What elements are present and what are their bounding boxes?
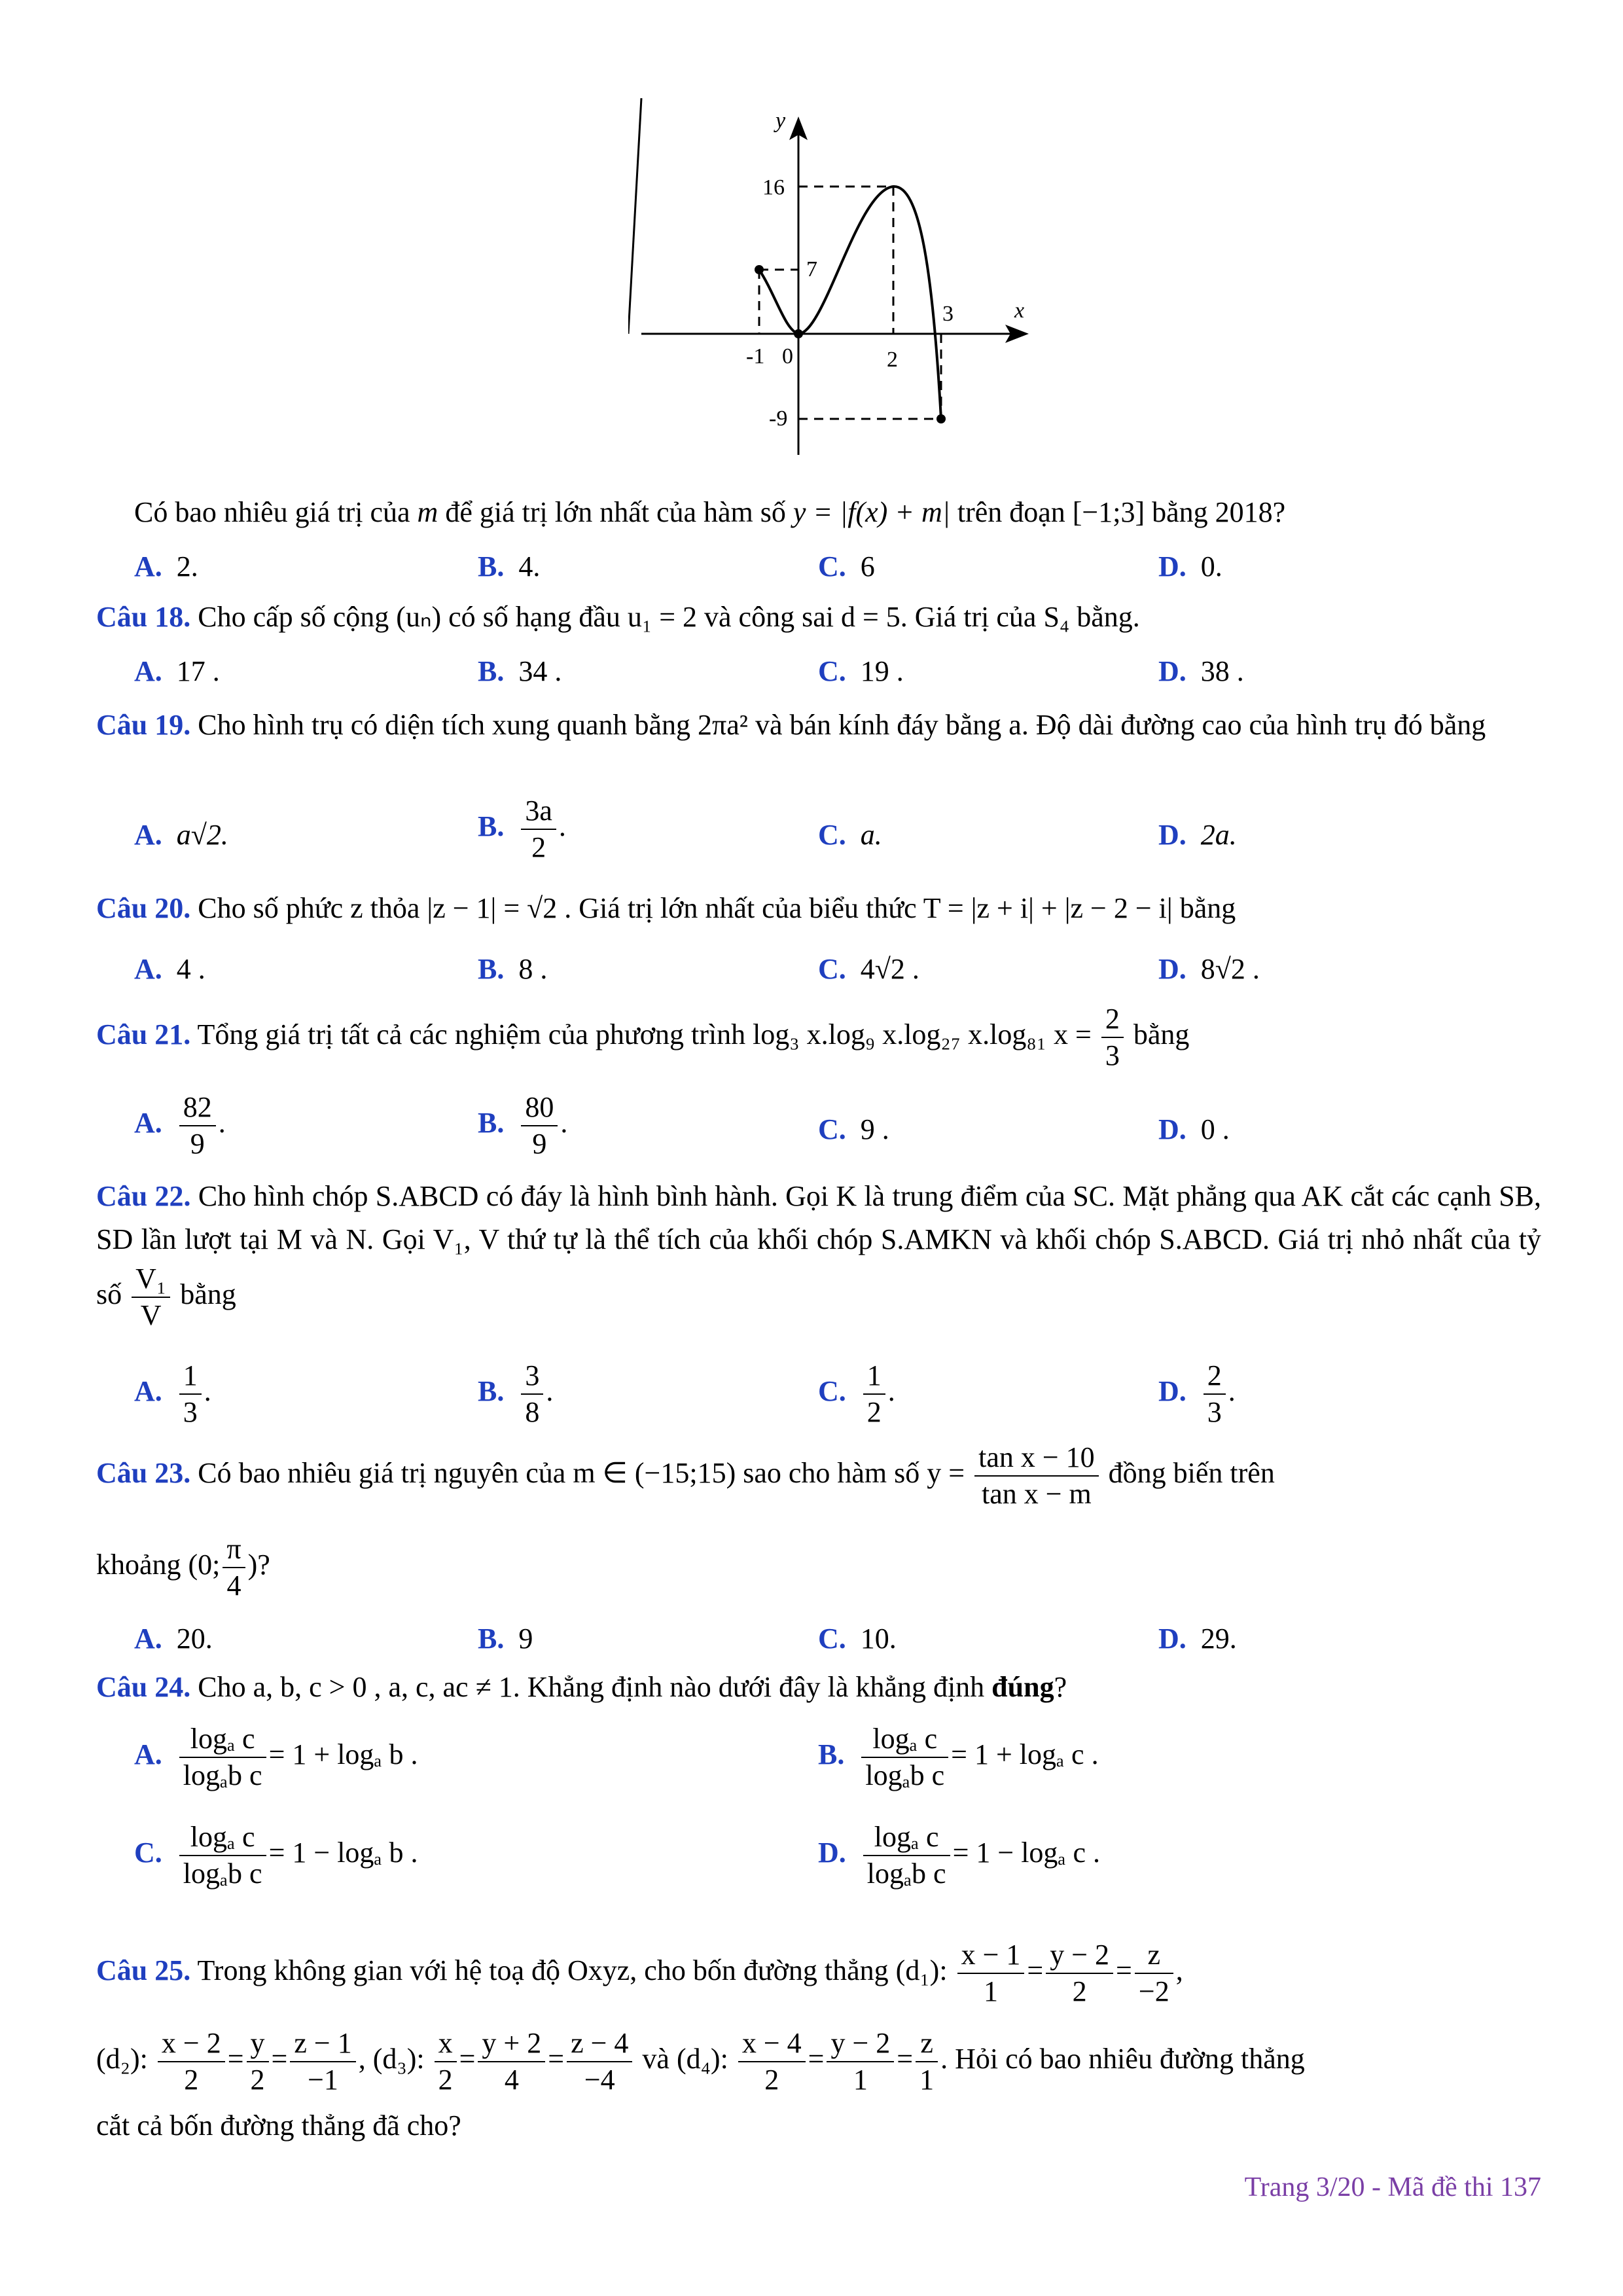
option-text: 8 . (518, 953, 548, 985)
q19-label: Câu 19. (96, 709, 191, 741)
q17-option-b[interactable] (478, 550, 540, 583)
q18-text: Cho cấp số cộng (uₙ) có số hạng đầu u₁ = 2 và công sai d = 5. Giá trị của S₄ bằng. (198, 601, 1140, 633)
option-letter: A. (134, 953, 162, 985)
option-tail: . (204, 1375, 211, 1408)
denominator: 2 (1072, 1975, 1087, 2007)
denominator: 1 (983, 1975, 998, 2007)
q21-option-d[interactable] (1158, 1113, 1230, 1146)
q23-label: Câu 23. (96, 1457, 191, 1490)
numerator: y − 2 (827, 2026, 894, 2062)
option-letter: A. (134, 550, 162, 583)
equals-sign: = (548, 2043, 565, 2075)
option-text: 4 . (176, 953, 205, 985)
option-letter: C. (818, 1375, 846, 1408)
numerator: 1 (863, 1358, 885, 1395)
x-axis-label: x (1014, 298, 1025, 323)
denominator: 2 (184, 2064, 199, 2096)
denominator: 3 (1207, 1396, 1222, 1428)
denominator: V (140, 1299, 162, 1331)
x-axis (628, 98, 641, 334)
q23-option-d[interactable] (1158, 1622, 1237, 1655)
q25-text-c: cắt cả bốn đường thẳng đã cho? (96, 2109, 461, 2142)
numerator: y − 2 (1046, 1937, 1113, 1974)
q21-option-a[interactable] (134, 1090, 226, 1162)
denominator: 2 (438, 2064, 453, 2096)
q17-text-d: bằng 2018? (1152, 496, 1286, 528)
denominator: 2 (250, 2064, 265, 2096)
numerator: z (1135, 1937, 1173, 1974)
q18-option-c[interactable] (818, 655, 904, 688)
option-letter: D. (1158, 550, 1186, 583)
option-tail: . (887, 1375, 895, 1408)
q18-option-a[interactable] (134, 655, 220, 688)
option-letter: C. (134, 1837, 162, 1869)
option-letter: A. (134, 1375, 162, 1408)
option-text: 38 . (1200, 655, 1244, 687)
q23-interval-left: (0; (188, 1549, 221, 1581)
option-letter: D. (1158, 953, 1186, 985)
denominator: logₐb c (183, 1857, 262, 1890)
fraction (179, 1820, 266, 1892)
numerator: logₐ c (179, 1721, 266, 1758)
fraction (1204, 1358, 1226, 1430)
option-letter: B. (478, 953, 505, 985)
q21-option-b[interactable] (478, 1090, 567, 1162)
q17-formula: y = |f(x) + m| (793, 496, 950, 528)
q23-interval-line (96, 1532, 1541, 1604)
equals-sign: = (227, 2043, 244, 2075)
q17-option-a[interactable] (134, 550, 198, 583)
option-tail: . (560, 1107, 568, 1139)
option-text: 9 . (860, 1113, 889, 1145)
q20-option-a[interactable] (134, 952, 205, 986)
option-text: 4√2 . (860, 953, 919, 985)
numerator: logₐ c (863, 1820, 950, 1856)
option-text: 8√2 . (1200, 953, 1260, 985)
fraction (179, 1358, 202, 1430)
numerator: 3 (521, 1358, 543, 1395)
q24-question-mark: ? (1054, 1671, 1067, 1703)
q23-option-c[interactable] (818, 1622, 897, 1655)
numerator: 3a (521, 793, 556, 830)
q24-option-b[interactable] (818, 1721, 1099, 1793)
denominator: logₐb c (865, 1759, 945, 1791)
equals-sign: = (271, 2043, 288, 2075)
function-curve (759, 187, 941, 419)
numerator: z − 1 (290, 2026, 355, 2062)
option-text: 0. (1200, 550, 1222, 583)
q24-stem (96, 1666, 1541, 1709)
denominator: tan x − m (981, 1478, 1092, 1510)
option-rhs: = 1 + logₐ b . (268, 1738, 418, 1771)
option-text: 17 . (176, 655, 220, 687)
point-origin (794, 329, 803, 338)
fraction (290, 2026, 355, 2098)
q18-label: Câu 18. (96, 601, 191, 633)
q20-stem (96, 887, 1541, 930)
option-letter: B. (478, 1107, 505, 1139)
denominator: −1 (308, 2064, 338, 2096)
q22-text: Cho hình chóp S.ABCD có đáy là hình bình hành. Gọi K là trung điểm của SC. Mặt phẳng qua AK cắt các cạnh SB, SD lần lượt tại M và N. Gọi V₁, V thứ tự là thể tích của khối chóp S.AMKN và khối chóp S.ABCD. Giá trị nhỏ nhất của tỷ số (96, 1180, 1542, 1311)
q18-option-d[interactable] (1158, 655, 1244, 688)
option-rhs: = 1 − logₐ b . (268, 1837, 418, 1869)
numerator: logₐ c (861, 1721, 948, 1758)
denominator: 3 (1105, 1039, 1120, 1071)
comma: , (358, 2043, 366, 2075)
fraction (223, 1532, 245, 1604)
denominator: logₐb c (183, 1759, 262, 1791)
tick-y-16: 16 (762, 175, 785, 200)
q24-bold-word: đúng (991, 1671, 1054, 1703)
q25-label: Câu 25. (96, 1954, 191, 1987)
q22-option-a[interactable] (134, 1358, 211, 1430)
q18-stem (96, 596, 1541, 639)
page-footer: Trang 3/20 - Mã đề thi 137 (1244, 2172, 1541, 2202)
q24-option-c[interactable] (134, 1820, 418, 1892)
option-letter: C. (818, 819, 846, 851)
fraction (247, 2026, 269, 2098)
numerator: x − 4 (738, 2026, 806, 2062)
fraction (521, 1358, 543, 1430)
option-letter: D. (1158, 819, 1186, 851)
option-tail: . (546, 1375, 554, 1408)
fraction (521, 1090, 558, 1162)
q17-stem (134, 491, 1541, 534)
q19-option-d[interactable] (1158, 818, 1237, 852)
denominator: 4 (226, 1570, 241, 1602)
denominator: 8 (525, 1396, 540, 1428)
q22-option-c[interactable] (818, 1358, 895, 1430)
q19-text: Cho hình trụ có diện tích xung quanh bằng 2πa² và bán kính đáy bằng a. Độ dài đường cao của hình trụ đó bằng (198, 709, 1486, 741)
q25-stem-line3 (96, 2104, 1541, 2147)
denominator: 4 (504, 2064, 519, 2096)
numerator: π (223, 1532, 245, 1568)
option-letter: B. (478, 1375, 505, 1408)
equals-sign: = (897, 2043, 914, 2075)
numerator: z (916, 2026, 938, 2062)
q22-label: Câu 22. (96, 1180, 191, 1212)
fraction (521, 793, 556, 865)
denominator: logₐb c (866, 1857, 946, 1890)
option-text: a. (860, 819, 882, 851)
q19-option-c[interactable] (818, 818, 882, 852)
option-text: 2. (176, 550, 198, 583)
option-letter: A. (134, 1623, 162, 1655)
q23-tail: đồng biến trên (1108, 1457, 1275, 1490)
comma: , (1175, 1954, 1183, 1987)
option-tail: . (218, 1107, 226, 1139)
fraction (478, 2026, 545, 2098)
option-letter: D. (1158, 1375, 1186, 1408)
option-letter: C. (818, 953, 846, 985)
fraction (916, 2026, 938, 2098)
option-text: 2a. (1200, 819, 1237, 851)
point-end (936, 414, 946, 423)
fraction (957, 1937, 1025, 2009)
numerator: y + 2 (478, 2026, 545, 2062)
fraction (132, 1261, 170, 1333)
q25-stem-line2 (96, 2026, 1541, 2098)
fraction (738, 2026, 806, 2098)
numerator: 2 (1101, 1001, 1124, 1038)
q17-option-c[interactable] (818, 550, 875, 583)
q21-option-c[interactable] (818, 1113, 889, 1146)
numerator: y (247, 2026, 269, 2062)
denominator: 2 (764, 2064, 779, 2096)
q18-option-b[interactable] (478, 655, 562, 688)
and-word: và (642, 2043, 669, 2075)
q25-text-b: . Hỏi có bao nhiêu đường thẳng (940, 2043, 1305, 2075)
option-text: 19 . (860, 655, 904, 687)
numerator: V₁ (132, 1261, 170, 1298)
option-letter: B. (478, 655, 505, 687)
d4-label: (d₄): (676, 2043, 728, 2075)
q23-option-b[interactable] (478, 1622, 533, 1655)
option-text: a√2. (176, 819, 228, 851)
q17-var-m: m (417, 496, 438, 528)
option-letter: C. (818, 1623, 846, 1655)
option-rhs: = 1 + logₐ c . (951, 1738, 1099, 1771)
numerator: 80 (521, 1090, 558, 1126)
option-text: 0 . (1200, 1113, 1230, 1145)
denominator: −2 (1138, 1975, 1169, 2007)
d3-label: (d₃): (372, 2043, 425, 2075)
option-letter: B. (478, 1623, 505, 1655)
q25-text-a: Trong không gian với hệ toạ độ Oxyz, cho bốn đường thẳng (d₁): (197, 1954, 948, 1987)
q21-tail: bằng (1133, 1018, 1190, 1051)
q17-option-d[interactable] (1158, 550, 1222, 583)
numerator: x − 1 (957, 1937, 1025, 1974)
option-letter: C. (818, 1113, 846, 1145)
numerator: z − 4 (567, 2026, 632, 2062)
option-letter: A. (134, 819, 162, 851)
q17-interval: [−1;3] (1072, 496, 1145, 528)
option-letter: D. (1158, 1113, 1186, 1145)
fraction (567, 2026, 632, 2098)
tick-x-neg1: -1 (746, 344, 765, 368)
tick-origin: 0 (782, 344, 793, 368)
tick-y-neg9: -9 (769, 406, 788, 431)
equals-sign: = (808, 2043, 825, 2075)
fraction (1101, 1001, 1124, 1073)
fraction (1046, 1937, 1113, 2009)
q22-option-b[interactable] (478, 1358, 553, 1430)
q19-option-b[interactable] (478, 793, 566, 865)
fraction (179, 1090, 216, 1162)
denominator: 1 (853, 2064, 868, 2096)
option-letter: D. (1158, 655, 1186, 687)
q20-option-d[interactable] (1158, 952, 1260, 986)
y-axis-label: y (776, 109, 786, 133)
q24-text: Cho a, b, c > 0 , a, c, ac ≠ 1. Khẳng định nào dưới đây là khẳng định (198, 1671, 985, 1703)
option-text: 10. (860, 1623, 897, 1655)
option-tail: . (558, 810, 566, 843)
fraction (1135, 1937, 1173, 2009)
option-letter: A. (134, 1738, 162, 1771)
option-letter: D. (818, 1837, 846, 1869)
q24-option-d[interactable] (818, 1820, 1100, 1892)
q21-label: Câu 21. (96, 1018, 191, 1051)
option-letter: C. (818, 655, 846, 687)
equals-sign: = (1116, 1954, 1132, 1987)
option-text: 20. (176, 1623, 213, 1655)
q23-option-a[interactable] (134, 1622, 213, 1655)
q21-stem (96, 1001, 1541, 1073)
option-letter: B. (818, 1738, 845, 1771)
q17-text-b: để giá trị lớn nhất của hàm số (445, 496, 786, 528)
q23-line2: khoảng (96, 1549, 181, 1581)
q23-interval-right: )? (247, 1549, 270, 1581)
function-graph (628, 98, 1047, 465)
option-letter: A. (134, 1107, 162, 1139)
denominator: 3 (183, 1396, 198, 1428)
fraction (435, 2026, 457, 2098)
denominator: −4 (584, 2064, 615, 2096)
equals-sign: = (1027, 1954, 1044, 1987)
numerator: 2 (1204, 1358, 1226, 1395)
denominator: 9 (532, 1128, 547, 1160)
tick-x-3: 3 (942, 302, 954, 326)
denominator: 2 (531, 831, 546, 863)
option-letter: B. (478, 810, 505, 843)
fraction (861, 1721, 948, 1793)
q19-option-a[interactable] (134, 818, 228, 852)
fraction (863, 1820, 950, 1892)
q24-option-a[interactable] (134, 1721, 418, 1793)
numerator: 1 (179, 1358, 202, 1395)
q20-option-b[interactable] (478, 952, 547, 986)
q25-stem-line1 (96, 1937, 1541, 2009)
option-rhs: = 1 − logₐ c . (952, 1837, 1100, 1869)
option-letter: A. (134, 655, 162, 687)
numerator: tan x − 10 (974, 1440, 1099, 1477)
option-tail: . (1228, 1375, 1236, 1408)
numerator: x (435, 2026, 457, 2062)
option-letter: B. (478, 550, 505, 583)
fraction (863, 1358, 885, 1430)
option-text: 6 (860, 550, 875, 583)
equals-sign: = (459, 2043, 476, 2075)
numerator: 82 (179, 1090, 216, 1126)
q22-tail: bằng (180, 1278, 236, 1311)
q23-text: Có bao nhiêu giá trị nguyên của m ∈ (−15;15) sao cho hàm số y = (198, 1457, 965, 1490)
q17-text-c: trên đoạn (957, 496, 1065, 528)
fraction (179, 1721, 266, 1793)
option-text: 4. (518, 550, 541, 583)
denominator: 9 (190, 1128, 205, 1160)
numerator: x − 2 (158, 2026, 225, 2062)
q21-text: Tổng giá trị tất cả các nghiệm của phương trình log₃ x.log₉ x.log₂₇ x.log₈₁ x = (197, 1018, 1092, 1051)
q20-text: Cho số phức z thỏa |z − 1| = √2 . Giá trị lớn nhất của biểu thức T = |z + i| + |z − 2 − i| bằng (198, 892, 1236, 924)
q22-stem (96, 1175, 1541, 1333)
q24-label: Câu 24. (96, 1671, 191, 1703)
tick-x-2: 2 (887, 348, 898, 372)
q17-text-a: Có bao nhiêu giá trị của (134, 496, 410, 528)
q20-option-c[interactable] (818, 952, 919, 986)
numerator: logₐ c (179, 1820, 266, 1856)
option-letter: C. (818, 550, 846, 583)
q22-option-d[interactable] (1158, 1358, 1236, 1430)
d2-label: (d₂): (96, 2043, 148, 2075)
tick-y-7: 7 (806, 257, 817, 281)
denominator: 1 (919, 2064, 935, 2096)
option-letter: D. (1158, 1623, 1186, 1655)
q20-label: Câu 20. (96, 892, 191, 924)
point-start (755, 265, 764, 274)
q19-stem (96, 704, 1541, 747)
option-text: 29. (1200, 1623, 1237, 1655)
fraction (827, 2026, 894, 2098)
fraction (974, 1440, 1099, 1512)
q23-stem (96, 1440, 1541, 1512)
fraction (158, 2026, 225, 2098)
option-text: 34 . (518, 655, 562, 687)
denominator: 2 (866, 1396, 882, 1428)
option-text: 9 (518, 1623, 533, 1655)
